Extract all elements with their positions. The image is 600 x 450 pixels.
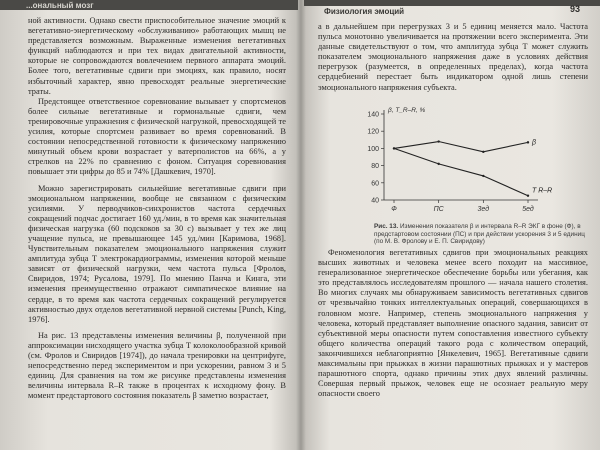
- y-tick-label: 80: [371, 163, 379, 171]
- data-point: [527, 141, 529, 143]
- left-running-head: ...ональный мозг: [26, 1, 94, 10]
- left-paragraph-1: ной активности. Однако свести приспособительное значение эмоций к вегетативно-энергетическому «обслуживанию» работающих мышц не представляется возможным. Выраженные изменения вегетативных функций наблюдаются и при тех видах двигательной активности, которые не сопровождаются вовлечением первного аппарата эмоций. Более того, вегетативные сдвиги при эмоциях, как правило, носят избыточный характер, явно превосходят реальные энергетические траты.: [28, 16, 286, 96]
- caption-label: Рис. 13.: [374, 223, 399, 230]
- data-point: [437, 163, 439, 165]
- data-point: [482, 151, 484, 153]
- series-label: β: [532, 139, 536, 147]
- series-label: T R–R: [532, 187, 553, 195]
- data-point: [482, 175, 484, 177]
- data-point: [393, 147, 395, 149]
- y-tick-label: 100: [367, 145, 379, 153]
- y-tick-label: 40: [371, 197, 379, 205]
- x-tick-label: Ф: [391, 206, 397, 213]
- right-body-text-bottom: [318, 248, 588, 399]
- y-tick-label: 60: [371, 180, 379, 188]
- data-point: [437, 140, 439, 142]
- y-axis-label: β, T_R–R, %: [388, 107, 426, 114]
- right-header-strip: [304, 0, 600, 6]
- x-tick-label: ПС: [433, 206, 444, 213]
- left-page: [0, 0, 298, 450]
- left-paragraph-3: Можно зарегистрировать сильнейшие вегетативные сдвиги при эмоциональном напряжении, вообще не связанном с физическим усилиями. У перводчиков-синхронистов частота сердечных сокращений подчас достигает 160 уд./мин, в то время как значительная физическая нагрузка (60 подскоков за 30 с) вызывает у тех же лиц учащение пульса, не превышающее 145 уд./мин [Каримова, 1968]. Чувствительным показателем эмоционального напряжения служит амплитуда зубца T электрокардиограммы, изменения которой меньше зависят от физической нагрузки, чем частота пульса [Фролов, Свиридов, 1974; Русалова, 1979]. По мнению Панча и Кинга, эти изменения преимущественно отражают симпатическое влияние на сердце, в то время как частота сердечных сокращений регулируется активностью двух отделов вегетативной нервной системы [Punch, King, 1976].: [28, 183, 286, 324]
- figure-13-chart: [342, 104, 582, 222]
- x-tick-label: 5ед: [522, 206, 534, 213]
- page-number: 93: [569, 4, 580, 14]
- right-body-text-top: [318, 22, 588, 93]
- y-tick-label: 140: [367, 111, 379, 119]
- right-running-head: Физиология эмоций: [324, 7, 405, 16]
- x-tick-label: 3ед: [477, 206, 490, 213]
- right-paragraph-2: Феноменология вегетативных сдвигов при эмоциональных реакциях высших животных и человека менее всего походит на массивное, генерализованное энергетическое обеспечение борьбы или убегания, как это представлялось исследователям прошлого — начала нашего столетия. Во многих случаях мы обнаруживаем зависимость вегетативных сдвигов от чрезвычайно тонких интеллектуальных операций, совершающихся в головном мозге. Например, степень эмоционального напряжения у человека, который представляет выполнение опасного задания, зависит от субъективной меры опасности путем сопоставления известного субъекту общего количества операций такого рода с количеством операций, закончившихся неблагоприятно [Янкелевич, 1965]. Вегетативные сдвиги максимальны при прыжках в жизни парашютных прыжках и у мастеров парашютного спорта, однако причины этих двух явлений различны. Совершая первый прыжок, человек еще не осознает реальную меру опасности своего: [318, 248, 588, 399]
- right-page: [304, 0, 600, 450]
- right-paragraph-1: а в дальнейшем при перегрузках 3 и 5 единиц меняется мало. Частота пульса монотонно увеличивается на протяжении всего эксперимента. Эти данные свидетельствуют о том, что амплитуда зубца T может служить показателем эмоционального напряжения даже в условиях действия перегрузок (разумеется, в определенных пределах), когда частота сердцебиений перестает быть индикатором одной лишь степени эмоционального напряжения субъекта.: [318, 22, 588, 92]
- left-paragraph-2: Предстоящее ответственное соревнование вызывает у спортсменов более сильные вегетативные и гормональные сдвиги, чем тренировочные упражнения с физической нагрузкой, превосходящей те усилия, которые спортсмен развивает во время соревнований. В состоянии непосредственной готовности к физическому напряжению минутный объем крови возрастает у ватерполистов на 66%, а у стрелков на 22% по сравнению с фоном. Ситуация соревнования повышает эти цифры до 85 и 74% [Дашкевич, 1970].: [28, 96, 286, 177]
- caption-text: Изменения показателя β и интервала R–R ЭКГ в фоне (Ф), в предстартовом состоянии (ПС) и при действии ускорения 3 и 5 единиц (по М. В. Фролову и Е. П. Свиридову): [374, 223, 585, 246]
- series-line-1: [394, 148, 528, 195]
- figure-caption: [374, 223, 586, 246]
- data-point: [527, 195, 529, 197]
- series-line-0: [394, 142, 528, 152]
- left-paragraph-4: На рис. 13 представлены изменения величины β, полученной при аппроксимации нисходящего участка зубца T колоколообразной кривой (см. Фролов и Свиридов [1974]), до начала тренировки на центрифуге, непосредственно перед экспериментом и при ускорении, равном 3 и 5 единиц. Для сравнения на том же рисунке представлены изменения величины интервала R–R также в процентах к исходному фону. В момент предстартового состояния показатель β заметно возрастает,: [28, 330, 286, 401]
- y-tick-label: 120: [367, 128, 379, 136]
- left-body-text: [28, 16, 286, 401]
